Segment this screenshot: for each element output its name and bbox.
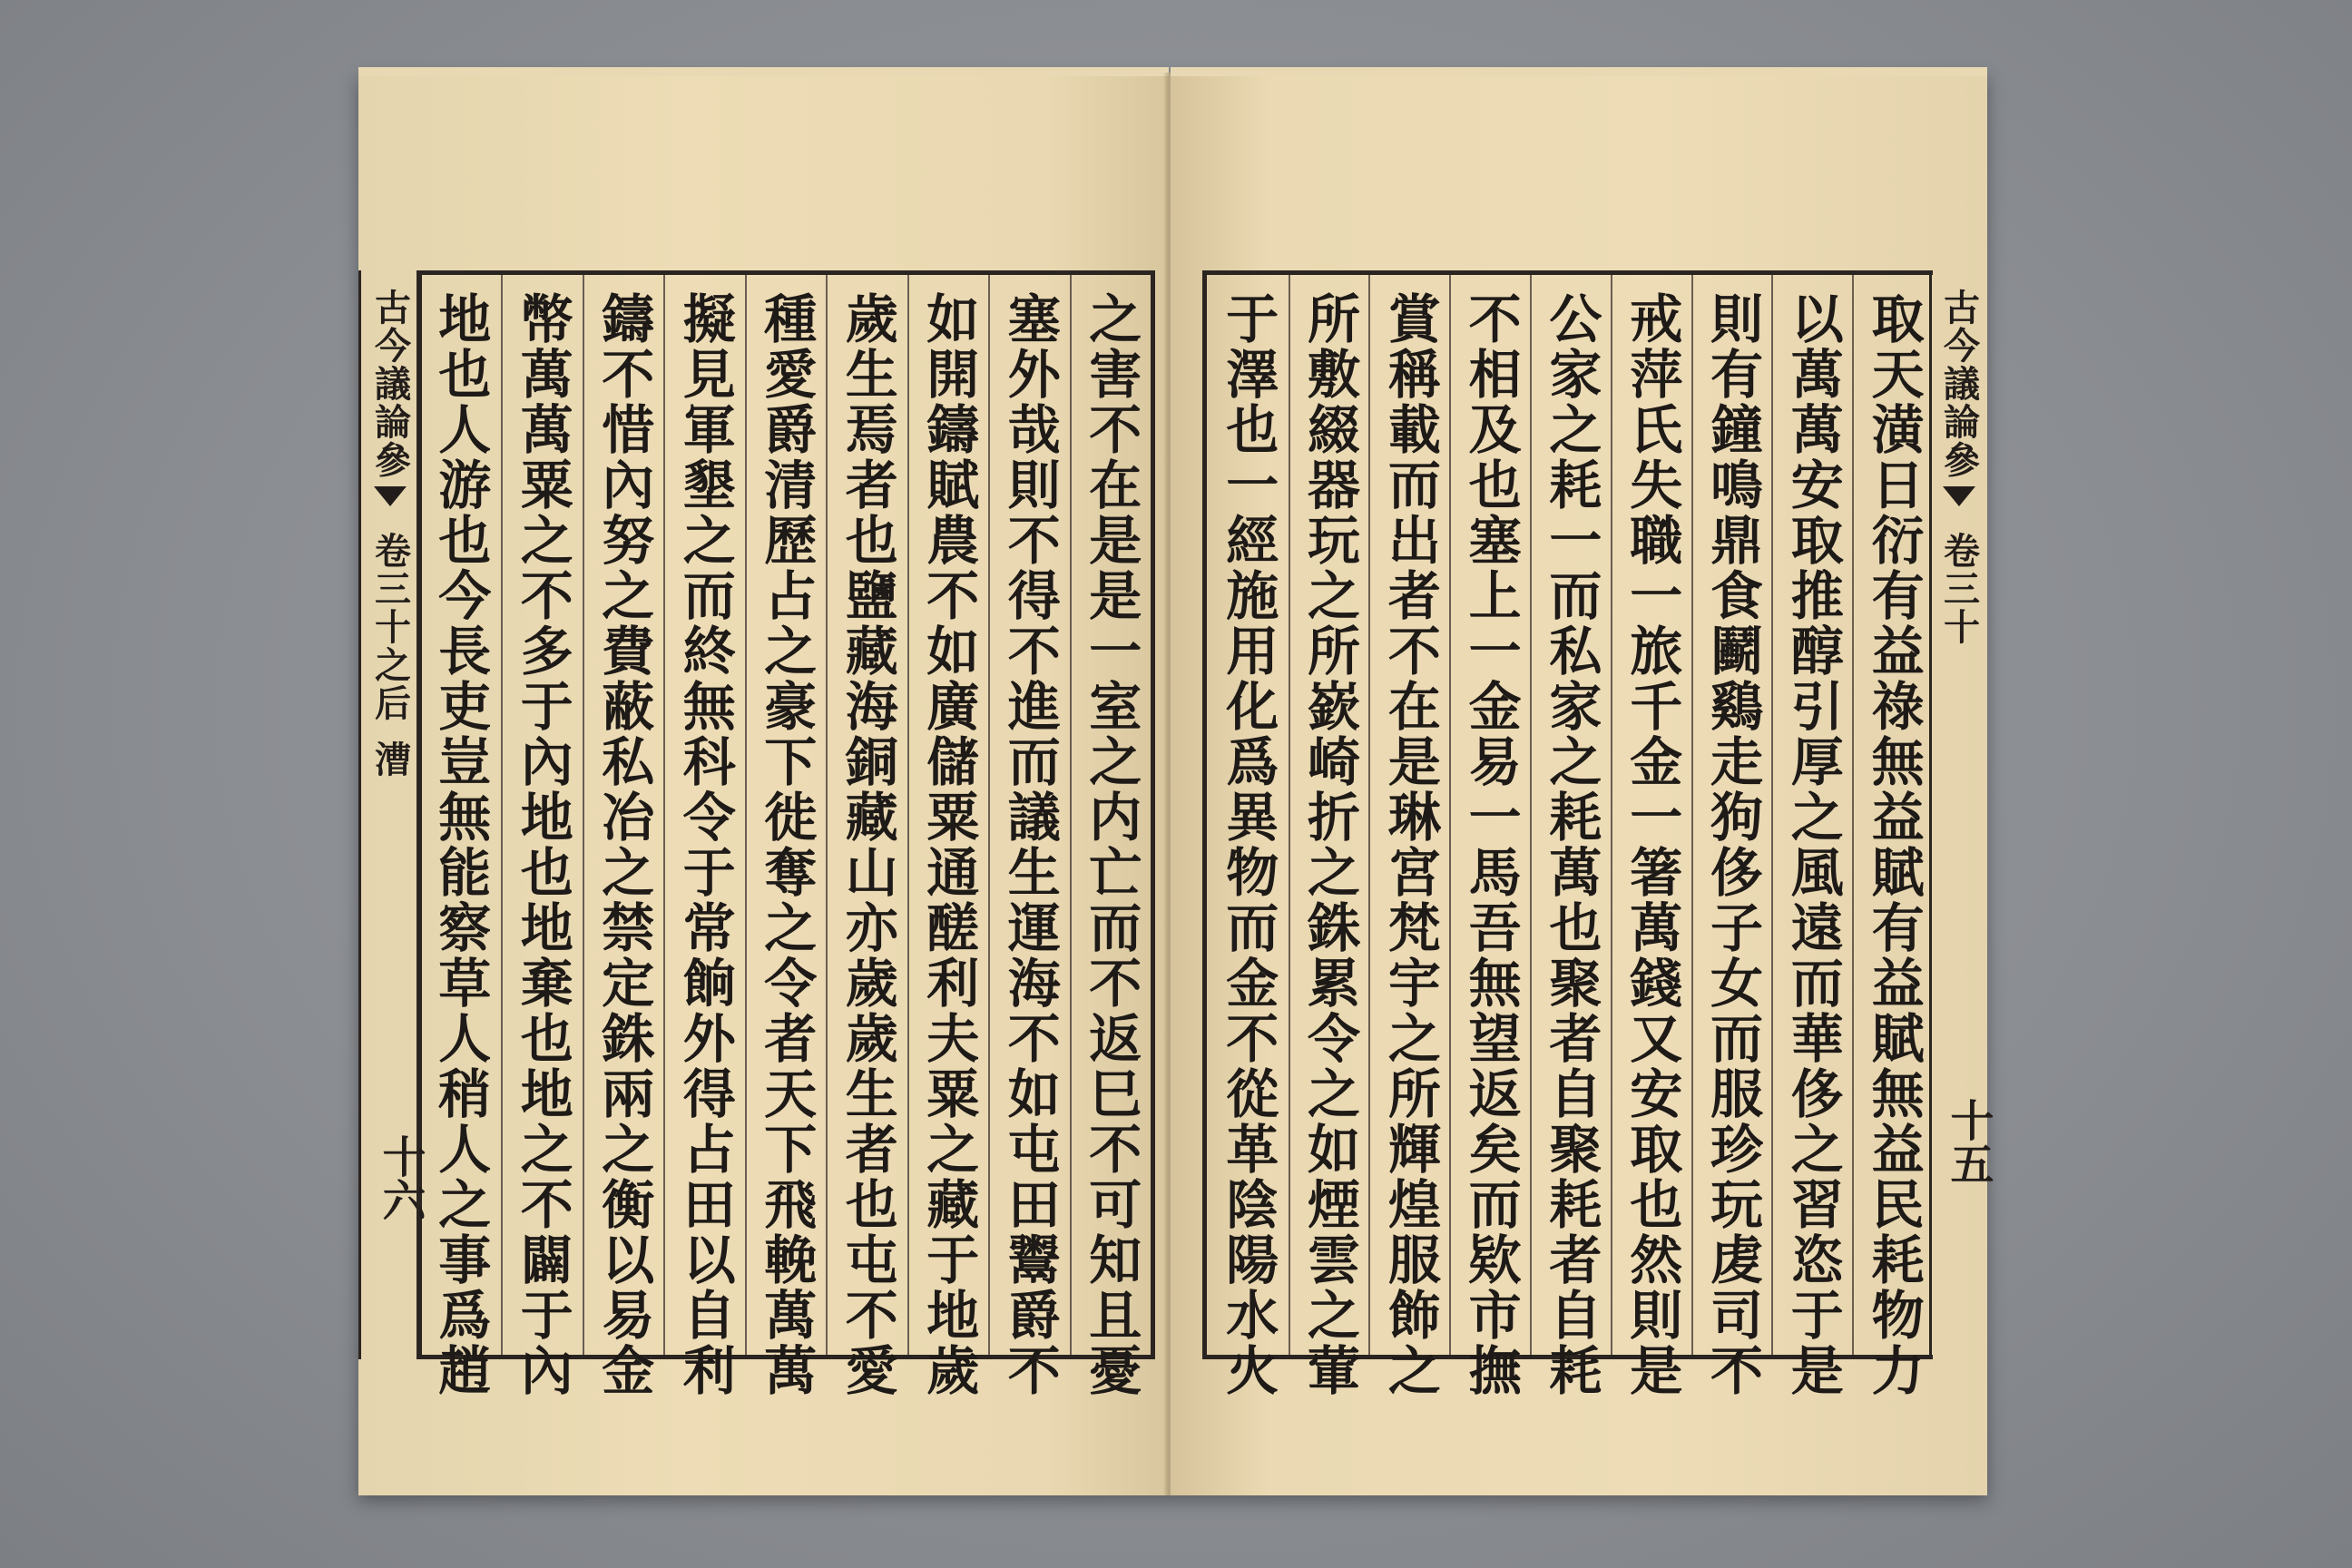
paper-edge: [358, 67, 1169, 76]
fish-tail-mark-icon: [1943, 486, 1975, 506]
column-text: 地也人游也今長吏豈無能察草人稍人之事爲趙: [429, 291, 492, 1398]
text-column: [1449, 275, 1530, 1398]
text-column: [663, 275, 745, 1398]
right-book-title: 古今議論參: [1937, 289, 1981, 479]
text-column: [988, 275, 1070, 1398]
column-text: 種愛爵清歷占之豪下徙奪之令者天下飛輓萬萬: [755, 291, 818, 1398]
column-text: 取天潢日衍有益祿無益賦有益賦無益民耗物力: [1862, 291, 1925, 1398]
fish-tail-mark-icon: [374, 486, 407, 506]
text-column: [907, 275, 989, 1398]
paper-edge: [1171, 67, 1987, 76]
left-text-frame: [416, 270, 1155, 1398]
column-text: 如開鑄賦農不如廣儲粟通醝利夫粟之藏于地歲: [917, 291, 980, 1398]
column-text: 塞外哉則不得不進而議生運海不如屯田鬻爵不: [998, 291, 1061, 1398]
column-text: 戒萍氏失職一旅千金一箸萬錢又安取也然則是: [1621, 291, 1683, 1398]
column-text: 幣萬萬粟之不多于內地也地棄也地之不闢于內: [511, 291, 573, 1398]
text-column: [1070, 275, 1152, 1398]
text-column: [1852, 275, 1933, 1398]
column-text: 不相及也塞上一金易一馬吾無望返矣而欵市撫: [1459, 291, 1522, 1398]
right-columns: [1207, 275, 1933, 1398]
text-column: [1691, 275, 1772, 1398]
text-column: [1208, 275, 1289, 1398]
text-column: [1368, 275, 1449, 1398]
text-column: [1771, 275, 1852, 1398]
column-text: 之害不在是是一室之内亡而不返巳不可知且憂: [1080, 291, 1142, 1398]
text-column: [583, 275, 664, 1398]
column-text: 以萬萬安取推醇引厚之風遠而華侈之習恣于是: [1781, 291, 1844, 1398]
text-column: [1611, 275, 1691, 1398]
column-text: 鑄不惜內努之費蔽私冶之禁定銖兩之衡以易金: [593, 291, 655, 1398]
column-text: 公家之耗一而私家之耗萬也聚者自聚耗者自耗: [1540, 291, 1602, 1398]
open-book: [358, 73, 1994, 1495]
right-centre-column: [1929, 270, 1986, 1359]
text-column: [1530, 275, 1611, 1398]
column-text: 則有鐘鳴鼎食鬬鷄走狗侈子女而服珍玩䖍司不: [1701, 291, 1763, 1398]
right-text-frame: [1202, 270, 1933, 1398]
left-section-label: 漕: [368, 740, 412, 779]
right-page: [1171, 73, 1994, 1495]
text-column: [420, 275, 502, 1398]
text-column: [745, 275, 827, 1398]
left-leaf-number: 十六: [375, 1134, 426, 1221]
column-text: 擬見軍墾之而終無科令于常餉外得占田以自利: [673, 291, 736, 1398]
text-column: [826, 275, 907, 1398]
column-text: 于澤也一經施用化爲異物而金不從革陰陽水火: [1217, 291, 1279, 1398]
column-text: 所敷綴器玩之所嶔崎折之銖累令之如煙雲之葷: [1298, 291, 1361, 1398]
column-text: 歲生焉者也鹽藏海銅藏山亦歲歲生者也屯不愛: [836, 291, 898, 1398]
column-text: 賞稱載而出者不在是琳宮梵宇之所輝煌服飾之: [1378, 291, 1441, 1398]
left-columns: [419, 275, 1151, 1398]
left-volume-label: 卷三十之后: [368, 532, 412, 722]
left-page: [358, 73, 1169, 1495]
left-book-title: 古今議論參: [368, 289, 412, 479]
text-column: [501, 275, 583, 1398]
right-leaf-number: 十五: [1943, 1098, 1994, 1185]
text-column: [1289, 275, 1369, 1398]
right-volume-label: 卷三十: [1937, 532, 1981, 646]
